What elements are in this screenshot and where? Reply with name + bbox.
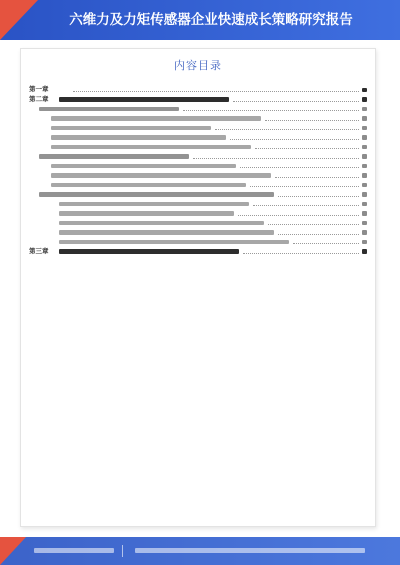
leader-dots — [255, 148, 359, 149]
footer-slogan-illegible — [34, 537, 114, 565]
toc-entry-text-illegible — [39, 154, 189, 159]
toc-entry-text-illegible — [51, 145, 251, 150]
leader-dots — [193, 158, 359, 159]
toc-subsection-entry — [29, 218, 367, 228]
toc-subsection-entry — [29, 180, 367, 190]
leader-dots — [243, 253, 359, 254]
toc-entry-text-illegible — [59, 202, 249, 207]
toc-entry-text-illegible — [51, 135, 226, 140]
toc-subsection-entry — [29, 114, 367, 124]
chapter-number-label: 第三章 — [29, 247, 52, 257]
toc-page-number — [362, 145, 367, 150]
toc-subsection-entry — [29, 142, 367, 152]
toc-subsection-entry — [29, 228, 367, 238]
report-header-banner — [0, 0, 400, 40]
toc-entry-text-illegible — [59, 97, 229, 102]
leader-dots — [278, 234, 359, 235]
toc-subsection-entry — [29, 123, 367, 133]
toc-entry-text-illegible — [51, 164, 236, 169]
toc-entry-text-illegible — [59, 221, 264, 226]
toc-subsection-entry — [29, 209, 367, 219]
toc-page-number — [362, 164, 367, 169]
toc-page-number — [362, 211, 367, 216]
toc-entry-text-illegible — [51, 116, 261, 121]
toc-entry-text-illegible — [59, 230, 274, 235]
toc-subsection-entry — [29, 171, 367, 181]
leader-dots — [250, 186, 359, 187]
toc-page-number — [362, 240, 367, 245]
report-title: 六维力及力矩传感器企业快速成长策略研究报告 — [69, 12, 353, 28]
toc-entry-text-illegible — [51, 173, 271, 178]
toc-subsection-entry — [29, 199, 367, 209]
toc-page-number — [362, 126, 367, 131]
toc-entry-text-illegible — [39, 192, 274, 197]
toc-entry-text-illegible — [59, 211, 234, 216]
toc-page-number — [362, 154, 367, 159]
toc-subsection-entry — [29, 133, 367, 143]
toc-page-number — [362, 192, 367, 197]
toc-page-number — [362, 221, 367, 226]
leader-dots — [238, 215, 359, 216]
toc-page-number — [362, 173, 367, 178]
toc-page-number — [362, 202, 367, 207]
toc-list — [29, 85, 367, 256]
toc-entry-text-illegible — [51, 183, 246, 188]
toc-page-number — [362, 88, 367, 93]
leader-dots — [233, 101, 359, 102]
toc-entry-text-illegible — [59, 249, 239, 254]
footer-banner — [0, 537, 400, 565]
toc-entry-text-illegible — [39, 107, 179, 112]
toc-section-entry — [29, 104, 367, 114]
toc-subsection-entry — [29, 161, 367, 171]
leader-dots — [278, 196, 359, 197]
leader-dots — [230, 139, 359, 140]
toc-page-number — [362, 230, 367, 235]
toc-section-entry — [29, 152, 367, 162]
toc-page-number — [362, 97, 367, 102]
leader-dots — [240, 167, 359, 168]
toc-page — [20, 48, 376, 527]
footer-corner-decoration — [0, 537, 26, 565]
leader-dots — [275, 177, 359, 178]
toc-page-number — [362, 107, 367, 112]
toc-page-number — [362, 135, 367, 140]
toc-chapter-entry — [29, 95, 367, 105]
footer-divider — [122, 545, 123, 557]
leader-dots — [73, 91, 359, 92]
leader-dots — [183, 110, 359, 111]
leader-dots — [268, 224, 359, 225]
toc-entry-text-illegible — [59, 240, 289, 245]
toc-page-number — [362, 116, 367, 121]
toc-chapter-entry — [29, 85, 367, 95]
chapter-number-label: 第一章 — [29, 85, 52, 95]
toc-page-number — [362, 183, 367, 188]
toc-chapter-entry — [29, 247, 367, 257]
leader-dots — [253, 205, 359, 206]
leader-dots — [293, 243, 359, 244]
toc-subsection-entry — [29, 237, 367, 247]
toc-page-number — [362, 249, 367, 254]
leader-dots — [265, 120, 359, 121]
toc-section-entry — [29, 190, 367, 200]
leader-dots — [215, 129, 359, 130]
toc-title: 内容目录 — [174, 59, 222, 72]
chapter-number-label: 第二章 — [29, 95, 52, 105]
toc-entry-text-illegible — [51, 126, 211, 131]
footer-tagline-illegible — [135, 537, 365, 565]
